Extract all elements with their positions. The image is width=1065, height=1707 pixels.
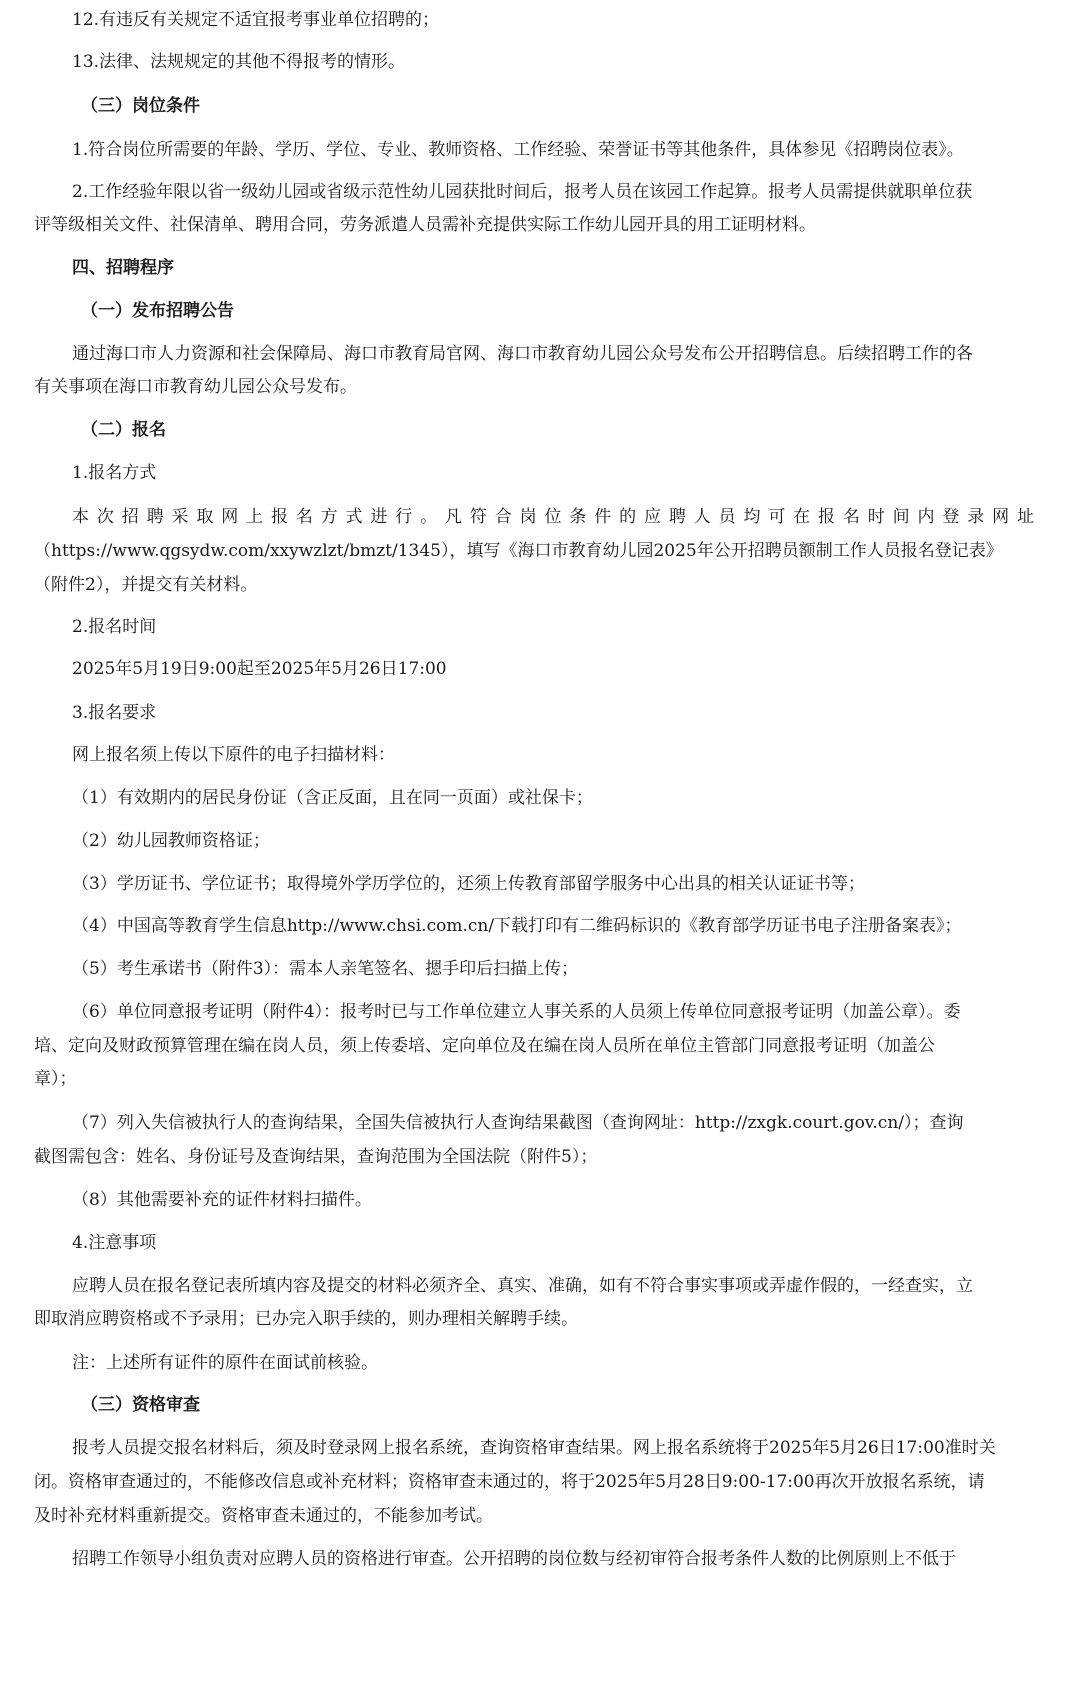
paragraph-line: 1.报名方式 bbox=[72, 463, 157, 483]
paragraph-line: 1.符合岗位所需要的年龄、学历、学位、专业、教师资格、工作经验、荣誉证书等其他条件，具体参见《招聘岗位表》。 bbox=[72, 140, 964, 160]
paragraph-line: 4.注意事项 bbox=[72, 1233, 157, 1253]
paragraph-line: 闭。资格审查通过的，不能修改信息或补充材料；资格审查未通过的，将于2025年5月28日9:00-17:00再次开放报名系统，请 bbox=[34, 1472, 985, 1492]
paragraph-line: 及时补充材料重新提交。资格审查未通过的，不能参加考试。 bbox=[34, 1506, 493, 1526]
paragraph-line: 招聘工作领导小组负责对应聘人员的资格进行审查。公开招聘的岗位数与经初审符合报考条件人数的比例原则上不低于 bbox=[72, 1549, 956, 1569]
paragraph-line: 2.工作经验年限以省一级幼儿园或省级示范性幼儿园获批时间后，报考人员在该园工作起算。报考人员需提供就职单位获 bbox=[72, 182, 973, 202]
paragraph-line: 3.报名要求 bbox=[72, 703, 157, 723]
section-heading: （三）资格审查 bbox=[81, 1395, 200, 1415]
paragraph-line: 13.法律、法规规定的其他不得报考的情形。 bbox=[72, 52, 406, 72]
list-item: （5）考生承诺书（附件3）：需本人亲笔签名、摁手印后扫描上传； bbox=[72, 959, 579, 979]
paragraph-line: 网上报名须上传以下原件的电子扫描材料： bbox=[72, 745, 395, 765]
paragraph-line: 2.报名时间 bbox=[72, 617, 157, 637]
paragraph-line: （https://www.qgsydw.com/xxywzlzt/bmzt/1345），填写《海口市教育幼儿园2025年公开招聘员额制工作人员报名登记表》 bbox=[34, 541, 1003, 561]
paragraph-line: 本次招聘采取网上报名方式进行。凡符合岗位条件的应聘人员均可在报名时间内登录网址 bbox=[72, 507, 1034, 527]
paragraph-line: 有关事项在海口市教育幼儿园公众号发布。 bbox=[34, 377, 357, 397]
list-item: （1）有效期内的居民身份证（含正反面，且在同一页面）或社保卡； bbox=[72, 788, 593, 808]
paragraph-line: 通过海口市人力资源和社会保障局、海口市教育局官网、海口市教育幼儿园公众号发布公开招聘信息。后续招聘工作的各 bbox=[72, 344, 973, 364]
list-item: 截图需包含：姓名、身份证号及查询结果，查询范围为全国法院（附件5）； bbox=[34, 1147, 598, 1167]
list-item: （6）单位同意报考证明（附件4）：报考时已与工作单位建立人事关系的人员须上传单位同意报考证明（加盖公章）。委 bbox=[72, 1002, 961, 1022]
paragraph-line: 12.有违反有关规定不适宜报考事业单位招聘的； bbox=[72, 10, 440, 30]
list-item: （7）列入失信被执行人的查询结果，全国失信被执行人查询结果截图（查询网址：http://zxgk.court.gov.cn/）；查询 bbox=[72, 1113, 964, 1133]
paragraph-line: 应聘人员在报名登记表所填内容及提交的材料必须齐全、真实、准确，如有不符合事实事项或弄虚作假的，一经查实，立 bbox=[72, 1276, 973, 1296]
list-item: （4）中国高等教育学生信息http://www.chsi.com.cn/下载打印有二维码标识的《教育部学历证书电子注册备案表》； bbox=[72, 916, 962, 936]
paragraph-line: （附件2），并提交有关材料。 bbox=[34, 575, 258, 595]
list-item: （8）其他需要补充的证件材料扫描件。 bbox=[72, 1190, 372, 1210]
paragraph-line: 评等级相关文件、社保清单、聘用合同，劳务派遣人员需补充提供实际工作幼儿园开具的用工证明材料。 bbox=[34, 215, 816, 235]
list-item: 培、定向及财政预算管理在编在岗人员，须上传委培、定向单位及在编在岗人员所在单位主管部门同意报考证明（加盖公 bbox=[34, 1036, 935, 1056]
section-heading: （二）报名 bbox=[81, 420, 166, 440]
list-item: （2）幼儿园教师资格证； bbox=[72, 831, 270, 851]
note-line: 注：上述所有证件的原件在面试前核验。 bbox=[72, 1353, 378, 1373]
list-item: （3）学历证书、学位证书；取得境外学历学位的，还须上传教育部留学服务中心出具的相关认证证书等； bbox=[72, 874, 865, 894]
paragraph-line: 2025年5月19日9:00起至2025年5月26日17:00 bbox=[72, 659, 447, 679]
section-heading: （三）岗位条件 bbox=[81, 96, 200, 116]
paragraph-line: 即取消应聘资格或不予录用；已办完入职手续的，则办理相关解聘手续。 bbox=[34, 1309, 578, 1329]
paragraph-line: 报考人员提交报名材料后，须及时登录网上报名系统，查询资格审查结果。网上报名系统将于2025年5月26日17:00准时关 bbox=[72, 1438, 996, 1458]
chapter-heading: 四、招聘程序 bbox=[72, 258, 174, 278]
list-item: 章）； bbox=[34, 1069, 77, 1089]
section-heading: （一）发布招聘公告 bbox=[81, 301, 234, 321]
